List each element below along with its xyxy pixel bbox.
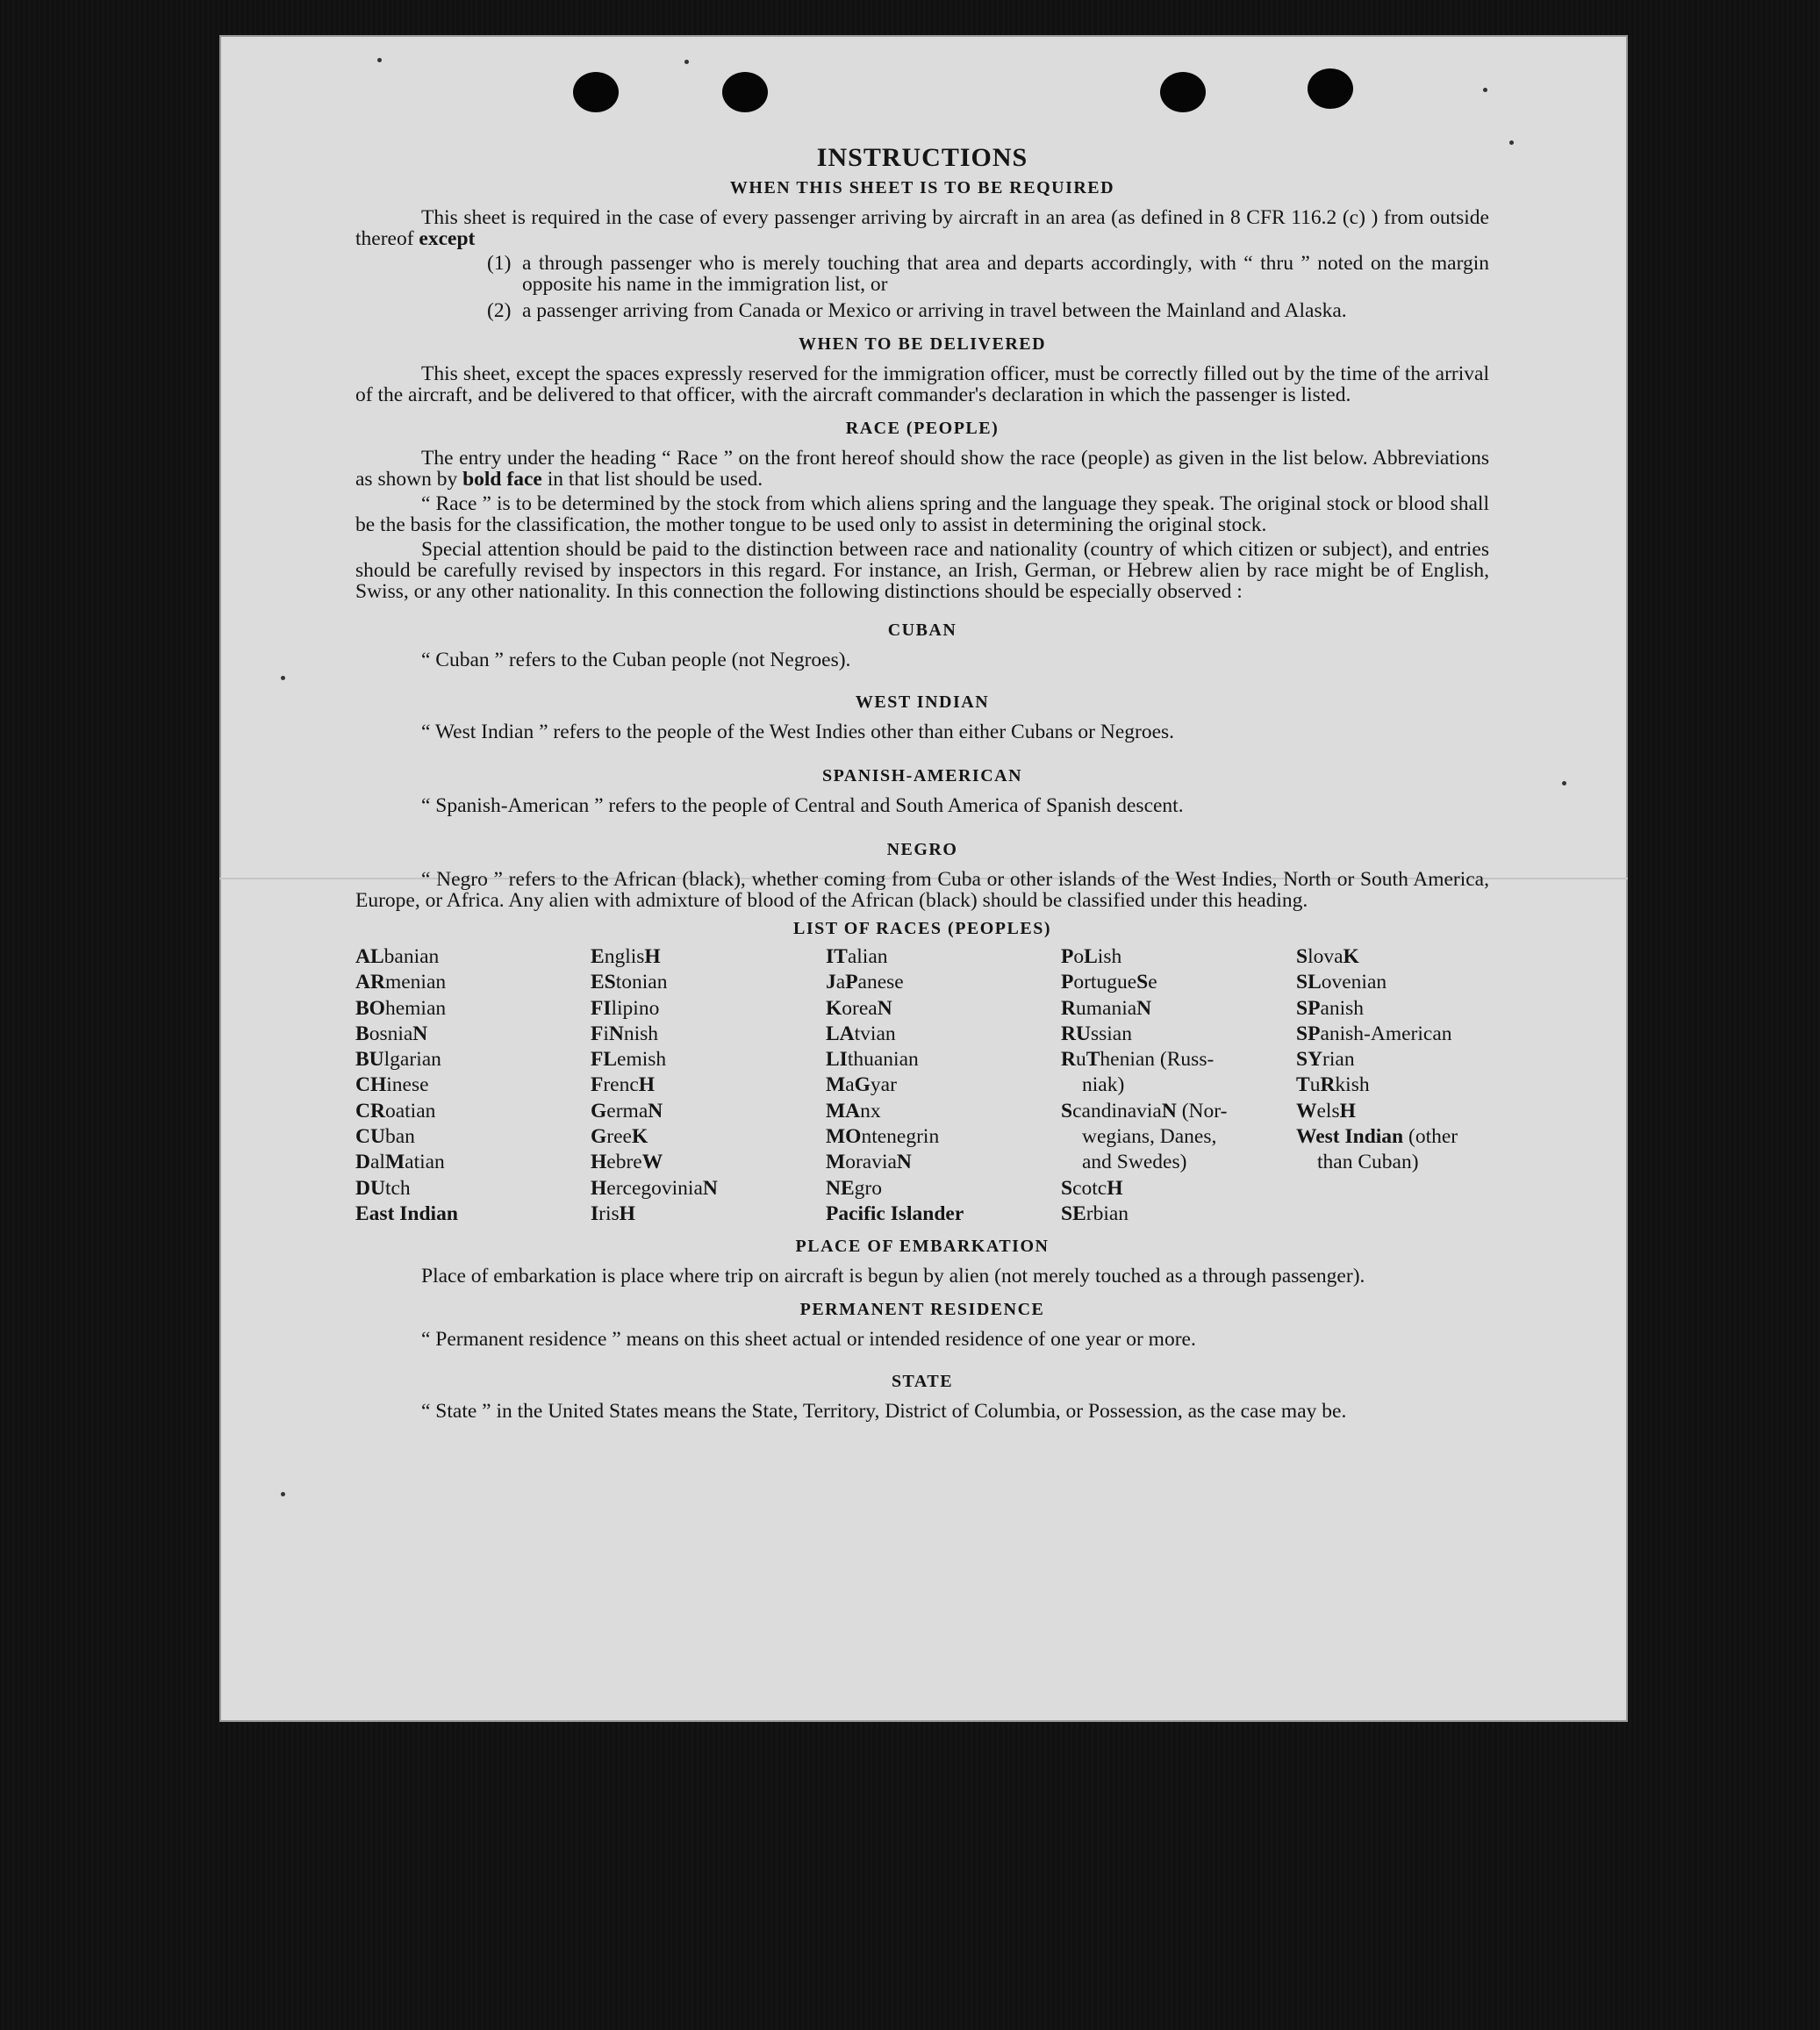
- punch-hole: [1160, 72, 1206, 112]
- paragraph: Special attention should be paid to the distinction between race and nationality (country of which citizen or subject), and entries should be carefully revised by inspectors in this regard. For instance, an Irish, German, or Hebrew alien by race might be of English, Swiss, or any other nationality. In this connection the following distinctions should be especially observed :: [355, 538, 1489, 603]
- speck: [684, 60, 689, 64]
- race-entry: and Swedes): [1082, 1151, 1187, 1174]
- race-entry: Pacific Islander: [826, 1202, 964, 1225]
- section-heading: PERMANENT RESIDENCE: [799, 1300, 1045, 1320]
- race-entry: SErbian: [1061, 1202, 1129, 1225]
- bold-text: bold face: [462, 468, 542, 491]
- page-title: INSTRUCTIONS: [816, 143, 1028, 172]
- section-heading: SPANISH-AMERICAN: [821, 766, 1023, 785]
- punch-hole: [1308, 68, 1353, 109]
- race-column: [1296, 944, 1489, 1227]
- race-entry: BosniaN: [355, 1022, 428, 1045]
- section-heading: CUBAN: [887, 620, 957, 640]
- paragraph: “ Race ” is to be determined by the stock from which aliens spring and the language they speak. The original stock or blood shall be the basis for the classification, the mother tongue to be used only to assist in determining the original stock.: [355, 492, 1489, 536]
- paragraph: “ Permanent residence ” means on this sheet actual or intended residence of one year or more.: [421, 1328, 1196, 1352]
- race-column: [355, 944, 591, 1227]
- speck: [281, 676, 285, 680]
- race-entry: SlovaK: [1296, 945, 1359, 968]
- punch-hole: [722, 72, 768, 112]
- race-column: [1061, 944, 1296, 1227]
- race-entry: SLovenian: [1296, 971, 1387, 994]
- race-entry: PortugueSe: [1061, 971, 1157, 994]
- race-entry: EnglisH: [591, 945, 661, 968]
- race-entry: IrisH: [591, 1202, 635, 1225]
- paragraph: “ State ” in the United States means the State, Territory, District of Columbia, or Possession, as the case may be.: [421, 1400, 1347, 1424]
- race-entry: FLemish: [591, 1048, 667, 1072]
- race-entry: FiNnish: [591, 1022, 659, 1045]
- race-entry: SYrian: [1296, 1048, 1355, 1072]
- race-entry: SPanish: [1296, 996, 1365, 1020]
- punch-hole: [573, 72, 619, 112]
- paragraph: “ Negro ” refers to the African (black), whether coming from Cuba or other islands of the West Indies, North or South America, Europe, or Africa. Any alien with admixture of blood of the African (black) should be classified under this heading.: [355, 868, 1489, 912]
- item-text: a passenger arriving from Canada or Mexico or arriving in travel between the Mainland and Alaska.: [522, 299, 1347, 322]
- list-item: [487, 253, 1489, 295]
- race-entry: KoreaN: [826, 996, 892, 1020]
- text-run: This sheet is required in the case of every passenger arriving by aircraft in an area (as defined in 8 CFR 116.2 (c) ) from outside thereof: [355, 206, 1489, 250]
- race-entry: HercegoviniaN: [591, 1176, 718, 1200]
- race-entry: CRoatian: [355, 1099, 436, 1123]
- paragraph: [355, 207, 1489, 249]
- race-entry: NEgro: [826, 1176, 882, 1200]
- section-heading: WHEN TO BE DELIVERED: [798, 334, 1047, 354]
- race-entry: MoraviaN: [826, 1151, 912, 1174]
- race-entry: FIlipino: [591, 996, 660, 1020]
- race-entry: than Cuban): [1317, 1151, 1419, 1174]
- race-column: [591, 944, 826, 1227]
- race-entry: ALbanian: [355, 945, 440, 968]
- race-entry: niak): [1082, 1073, 1125, 1097]
- race-entry: ScandinaviaN (Nor-: [1061, 1099, 1228, 1123]
- speck: [1483, 88, 1487, 92]
- race-entry: MOntenegrin: [826, 1125, 940, 1149]
- race-entry: CHinese: [355, 1073, 429, 1097]
- race-entry: RuThenian (Russ-: [1061, 1048, 1215, 1072]
- race-list: [355, 944, 1489, 1227]
- race-entry: BUlgarian: [355, 1048, 441, 1072]
- race-entry: FrencH: [591, 1073, 656, 1097]
- section-heading: STATE: [891, 1372, 954, 1392]
- list-heading: LIST OF RACES (PEOPLES): [792, 919, 1051, 938]
- section-heading: WEST INDIAN: [855, 692, 990, 712]
- section-heading: RACE (PEOPLE): [845, 419, 1000, 438]
- race-entry: HebreW: [591, 1151, 663, 1174]
- speck: [377, 58, 382, 62]
- section-heading: PLACE OF EMBARKATION: [795, 1237, 1050, 1257]
- race-entry: East Indian: [355, 1202, 458, 1225]
- race-entry: MaGyar: [826, 1073, 897, 1097]
- race-entry: DalMatian: [355, 1151, 445, 1174]
- race-entry: JaPanese: [826, 971, 904, 994]
- race-entry: EStonian: [591, 971, 668, 994]
- paragraph: “ West Indian ” refers to the people of the West Indies other than either Cubans or Negroes.: [421, 721, 1175, 743]
- paragraph: “ Spanish-American ” refers to the people of Central and South America of Spanish descent.: [421, 794, 1184, 817]
- race-entry: SPanish-American: [1296, 1022, 1452, 1045]
- item-number: (2): [487, 299, 512, 322]
- paragraph: Place of embarkation is place where trip on aircraft is begun by alien (not merely touched as a through passenger).: [421, 1265, 1365, 1288]
- race-entry: BOhemian: [355, 996, 447, 1020]
- speck: [281, 1492, 285, 1496]
- instructions-content: [355, 143, 1489, 1425]
- race-entry: West Indian (other: [1296, 1125, 1458, 1149]
- speck: [1509, 140, 1514, 145]
- race-entry: wegians, Danes,: [1082, 1125, 1217, 1149]
- list-item: [487, 300, 1489, 321]
- speck: [1562, 781, 1566, 785]
- race-entry: PoLish: [1061, 945, 1122, 968]
- paragraph: This sheet, except the spaces expressly reserved for the immigration officer, must be correctly filled out by the time of the arrival of the aircraft, and be delivered to that officer, with the aircraft commander's declaration in which the passenger is listed.: [355, 362, 1489, 406]
- race-entry: LIthuanian: [826, 1048, 919, 1072]
- race-entry: LAtvian: [826, 1022, 896, 1045]
- section-heading: NEGRO: [886, 840, 958, 859]
- race-entry: RumaniaN: [1061, 996, 1152, 1020]
- text-run: The entry under the heading “ Race ” on the front hereof should show the race (people) as given in the list below. Abbreviations as shown by: [355, 447, 1489, 491]
- race-entry: WelsH: [1296, 1099, 1356, 1123]
- paragraph: [355, 448, 1489, 490]
- race-entry: GermaN: [591, 1099, 663, 1123]
- race-column: [826, 944, 1061, 1227]
- document-sheet: [219, 35, 1628, 1722]
- race-entry: MAnx: [826, 1099, 881, 1123]
- race-entry: TuRkish: [1296, 1073, 1370, 1097]
- race-entry: CUban: [355, 1125, 415, 1149]
- race-entry: DUtch: [355, 1176, 411, 1200]
- race-entry: GreeK: [591, 1125, 648, 1149]
- race-entry: ScotcH: [1061, 1176, 1123, 1200]
- item-number: (1): [487, 252, 512, 275]
- bold-text: except: [419, 227, 476, 250]
- race-entry: ITalian: [826, 945, 888, 968]
- race-entry: RUssian: [1061, 1022, 1132, 1045]
- race-entry: ARmenian: [355, 971, 447, 994]
- item-text: a through passenger who is merely touching that area and departs accordingly, with “ thru ” noted on the margin opposite his name in the immigration list, or: [522, 252, 1489, 296]
- text-run: in that list should be used.: [547, 468, 763, 491]
- paragraph: “ Cuban ” refers to the Cuban people (not Negroes).: [421, 649, 851, 671]
- section-heading: WHEN THIS SHEET IS TO BE REQUIRED: [729, 178, 1115, 197]
